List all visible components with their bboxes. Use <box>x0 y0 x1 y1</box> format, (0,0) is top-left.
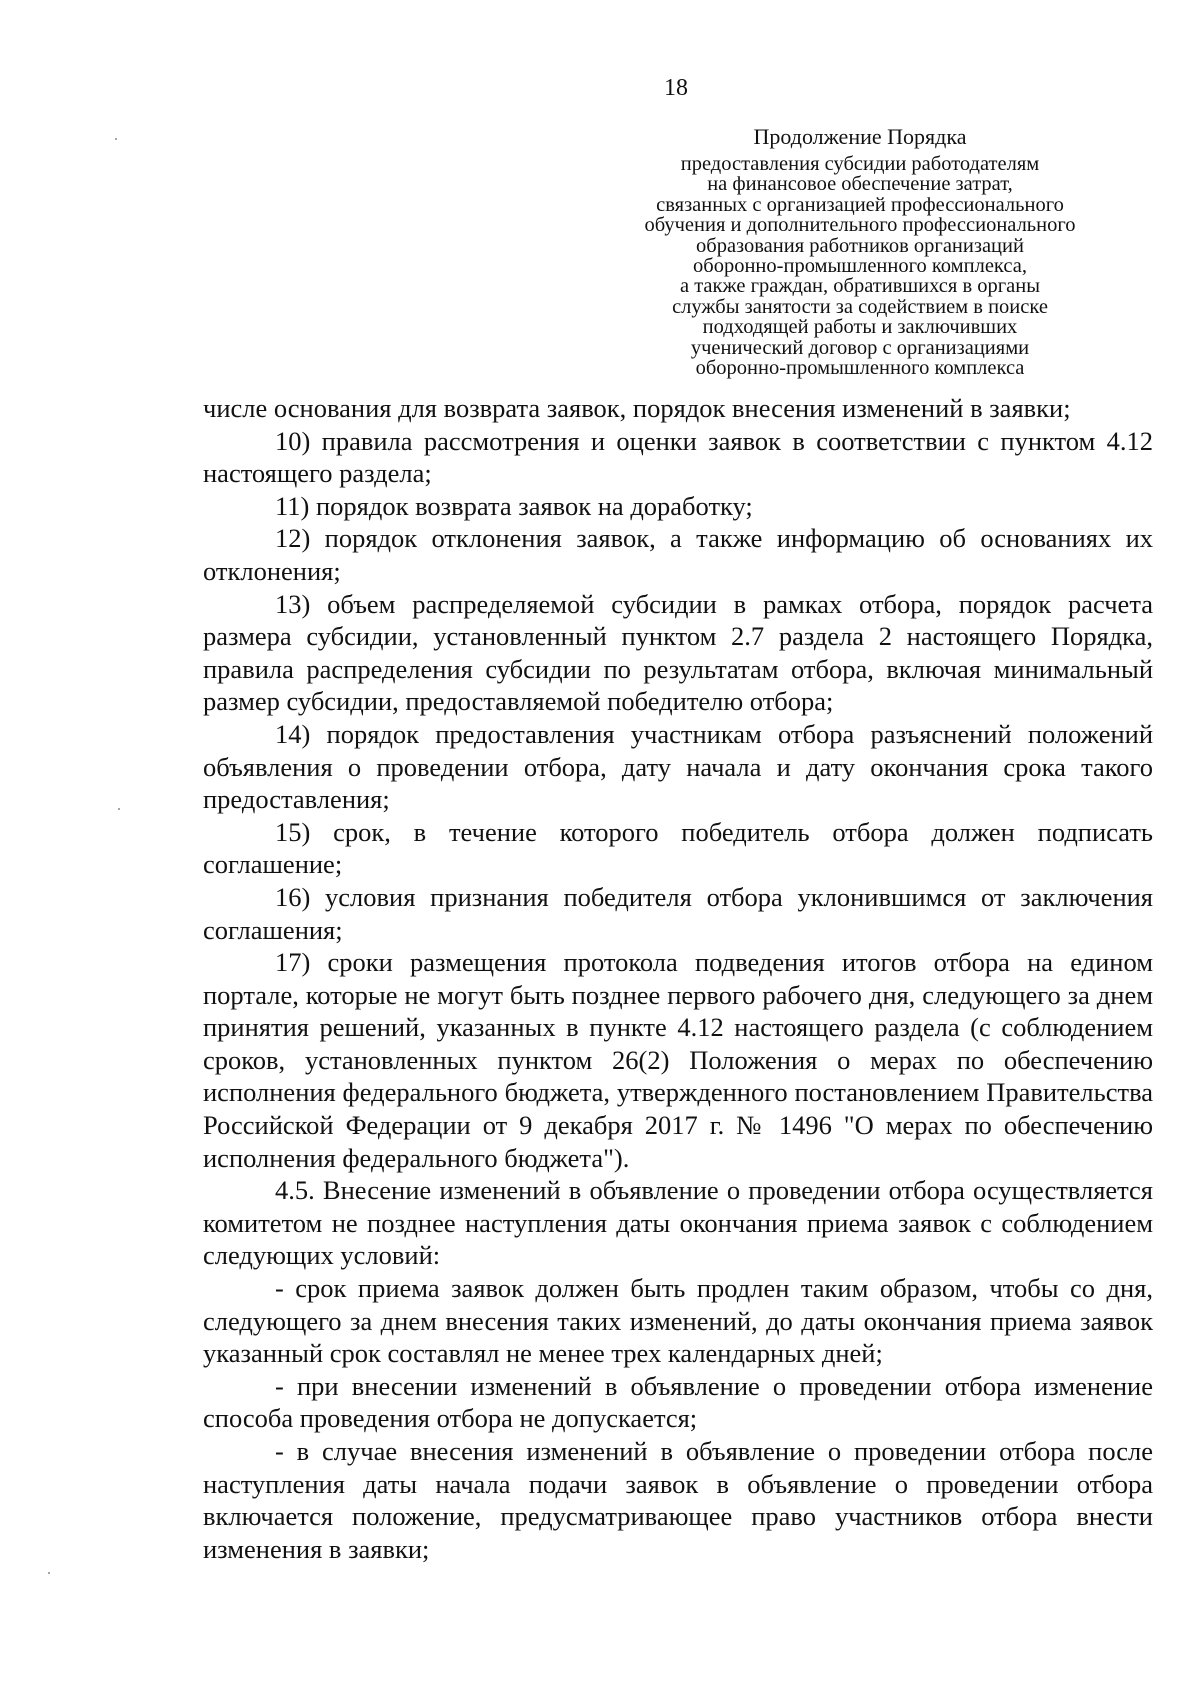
scan-speck <box>115 138 117 140</box>
paragraph: числе основания для возврата заявок, порядок внесения изменений в заявки; <box>203 393 1071 423</box>
header-line: подходящей работы и заключивших <box>702 316 1018 339</box>
paragraph: 4.5. Внесение изменений в объявление о проведении отбора осуществляется комитетом не позднее наступления даты окончания приема заявок с соблюдением следующих условий: <box>203 1175 1153 1271</box>
paragraph: 15) срок, в течение которого победитель отбора должен подписать соглашение; <box>203 816 1153 880</box>
header-line: образования работников организаций <box>696 234 1024 257</box>
document-header <box>600 124 1120 378</box>
header-title: Продолжение Порядка <box>753 124 967 149</box>
header-line: обучения и дополнительного профессионального <box>644 214 1076 237</box>
header-line: предоставления субсидии работодателям <box>680 153 1040 175</box>
paragraph: 13) объем распределяемой субсидии в рамках отбора, порядок расчета размера субсидии, установленный пунктом 2.7 раздела 2 настоящего Порядка, правила распределения субсидии по результатам отбора, включая минимальный размер субсидии, предоставляемой победителю отбора; <box>203 588 1153 717</box>
paragraph: 10) правила рассмотрения и оценки заявок в соответствии с пунктом 4.12 настоящего раздела; <box>203 425 1153 489</box>
header-line: на финансовое обеспечение затрат, <box>707 173 1013 196</box>
paragraph: - при внесении изменений в объявление о проведении отбора изменение способа проведения отбора не допускается; <box>203 1370 1153 1434</box>
scan-speck <box>118 808 120 810</box>
header-line: службы занятости за содействием в поиске <box>672 295 1048 318</box>
paragraph: 12) порядок отклонения заявок, а также информацию об основаниях их отклонения; <box>203 523 1153 586</box>
paragraph: 14) порядок предоставления участникам отбора разъяснений положений объявления о проведении отбора, дату начала и дату окончания срока такого предоставления; <box>203 718 1153 815</box>
paragraph: - срок приема заявок должен быть продлен таким образом, чтобы со дня, следующего за днем внесения таких изменений, до даты окончания приема заявок указанный срок составлял не менее трех календарных дней; <box>203 1273 1153 1369</box>
paragraph: - в случае внесения изменений в объявление о проведении отбора после наступления даты начала подачи заявок в объявление о проведении отбора включается положение, предусматривающее право участников отбора внести изменения в заявки; <box>203 1436 1153 1564</box>
header-line: оборонно-промышленного комплекса, <box>693 255 1027 278</box>
document-body <box>203 392 1153 1565</box>
scan-speck <box>48 1572 50 1574</box>
paragraph: 11) порядок возврата заявок на доработку; <box>275 490 753 521</box>
page-number: 18 <box>664 75 688 101</box>
header-line: связанных с организацией профессионального <box>656 193 1064 216</box>
header-line: оборонно-промышленного комплекса <box>695 357 1025 380</box>
paragraph: 16) условия признания победителя отбора уклонившимся от заключения соглашения; <box>203 881 1153 945</box>
header-line: а также граждан, обратившихся в органы <box>679 275 1040 298</box>
header-line: ученический договор с организациями <box>690 336 1030 359</box>
paragraph: 17) сроки размещения протокола подведения итогов отбора на едином портале, которые не могут быть позднее первого рабочего дня, следующего за днем принятия решений, указанных в пункте 4.12 настоящего раздела (с соблюдением сроков, установленных пунктом 26(2) Положения о мерах по обеспечению исполнения федерального бюджета, утвержденного постановлением Правительства Российской Федерации от 9 декабря 2017 г. № 1496 "О мерах по обеспечению исполнения федерального бюджета"). <box>203 947 1153 1173</box>
